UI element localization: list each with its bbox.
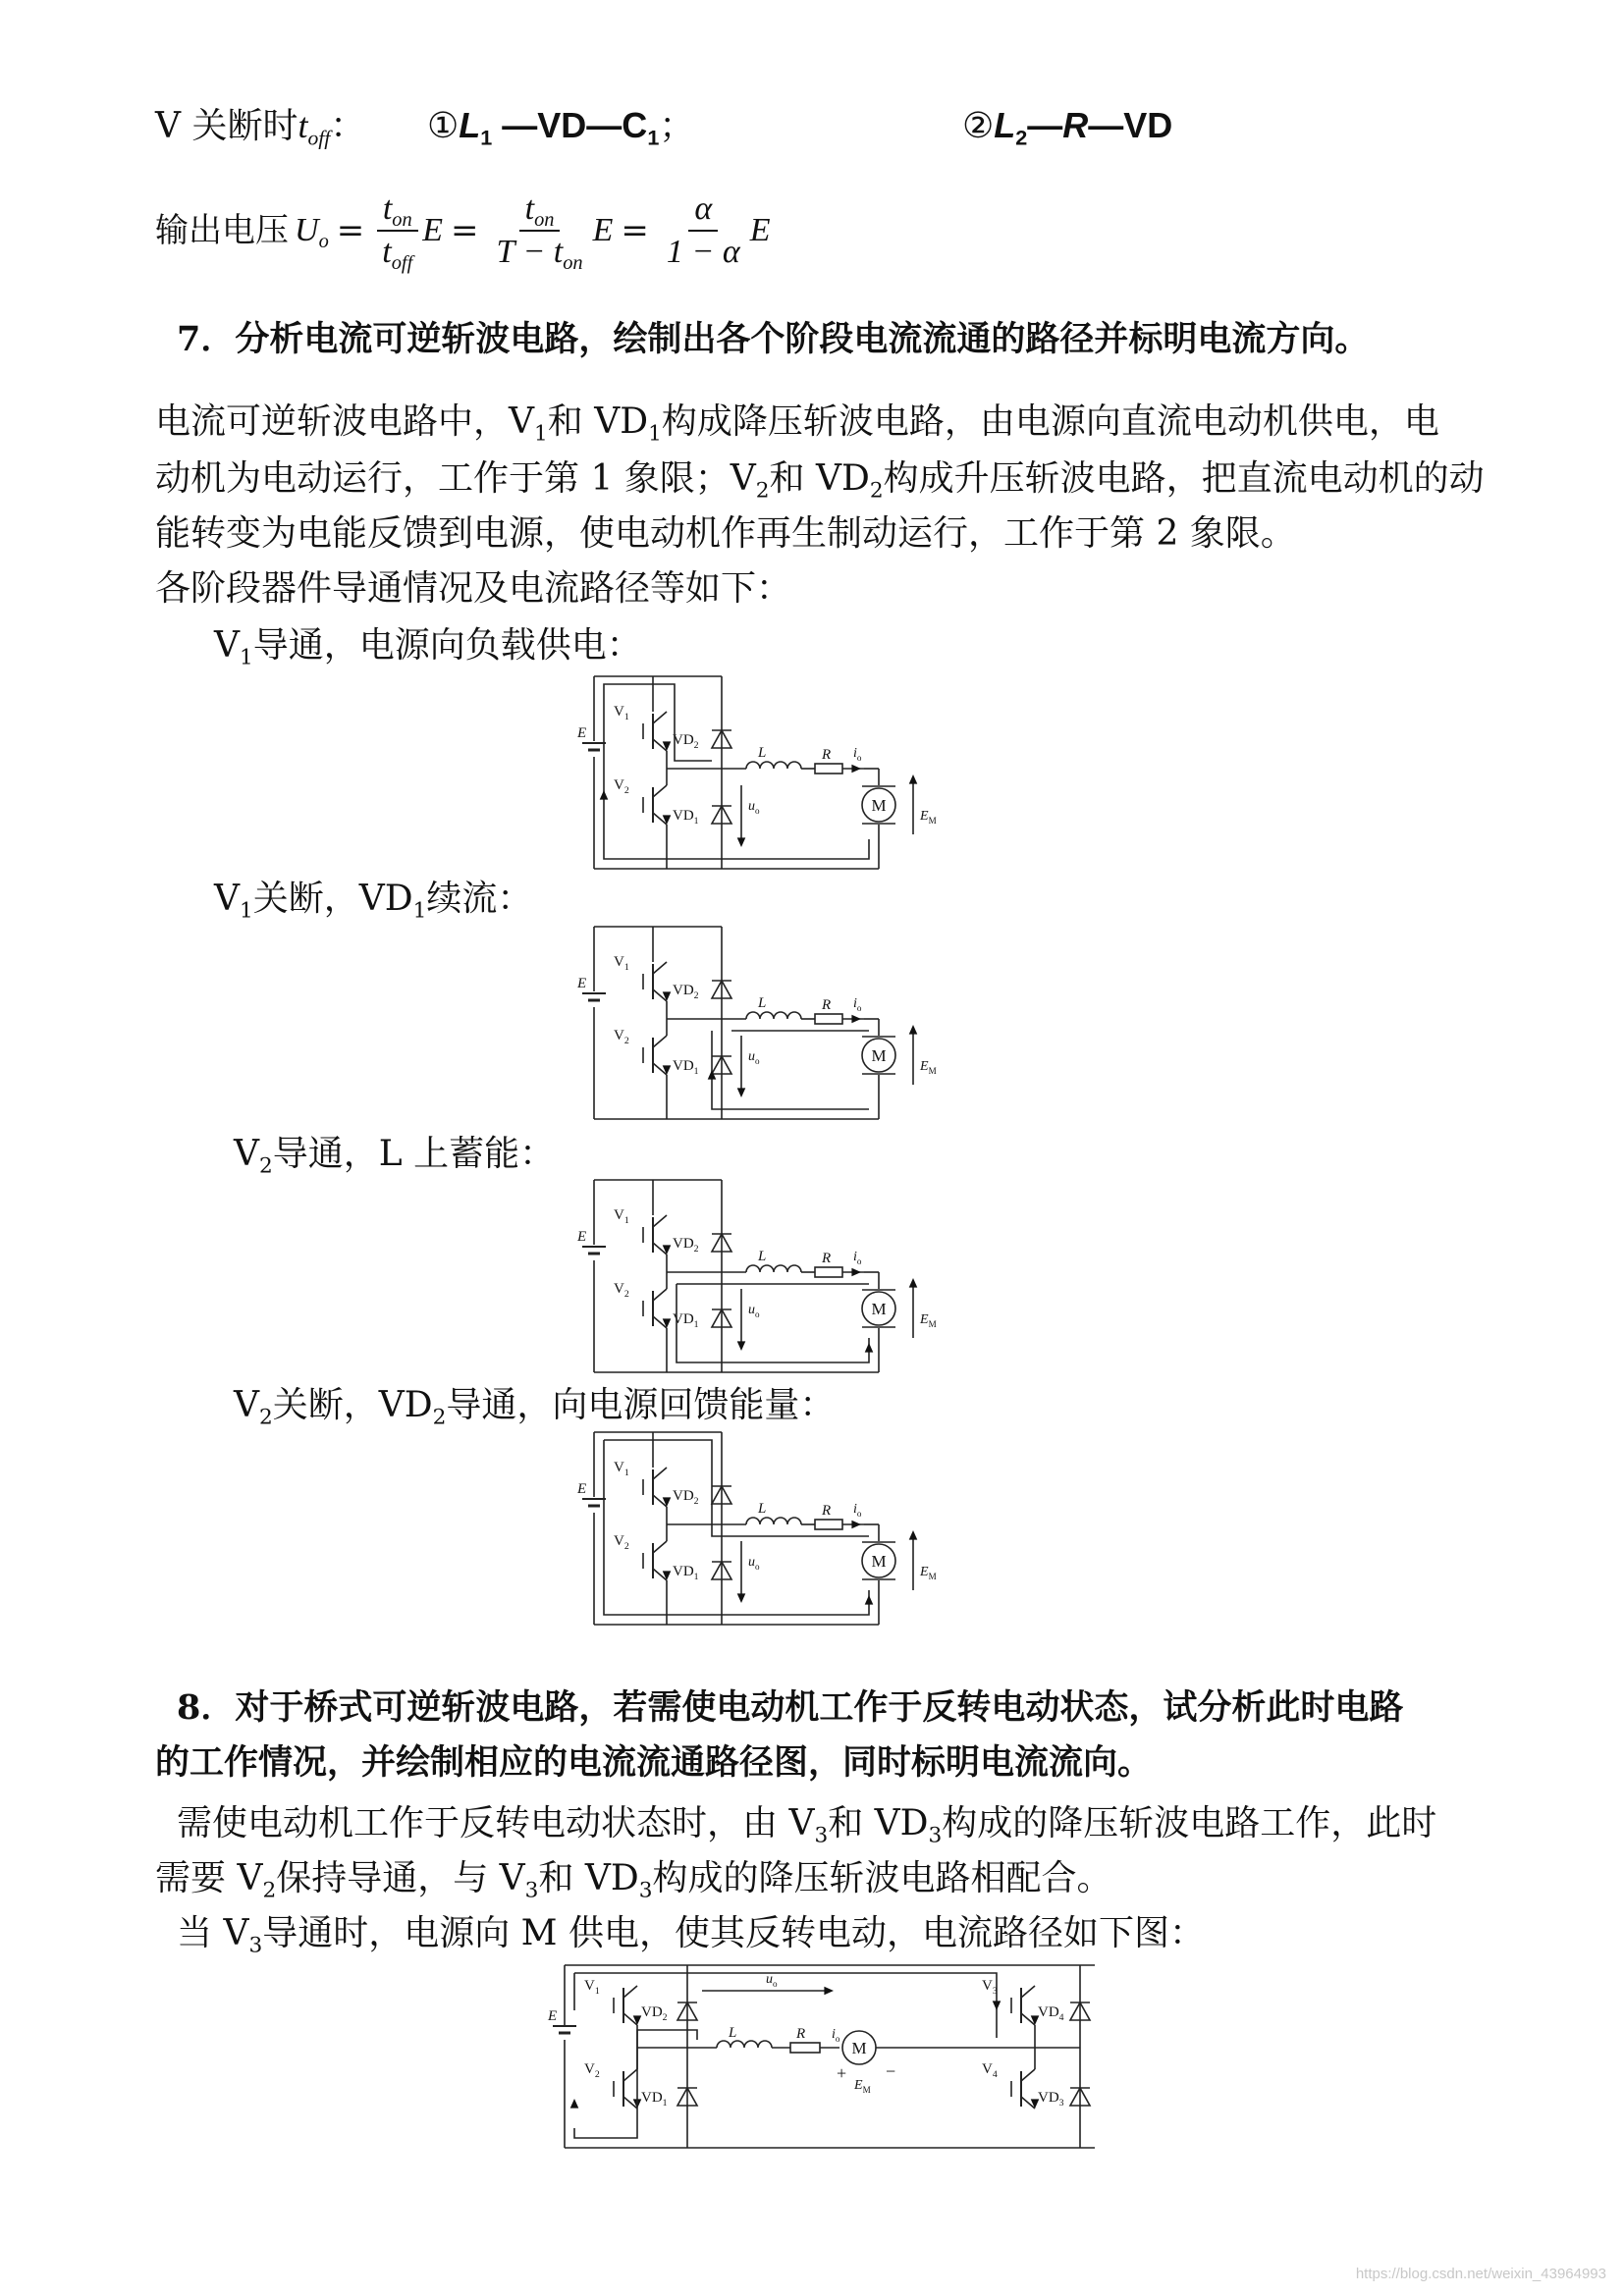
io-arrow [851, 1015, 861, 1024]
em-arrow-head [909, 1278, 918, 1288]
vd1-label: $VD_1$ [641, 2090, 668, 2109]
uo-arrow-head [737, 1593, 746, 1603]
io-label: $i_o$ [853, 1502, 862, 1519]
circuit-diagram-1 [574, 672, 967, 874]
q8-para2: 当 $V_3$导通时，电源向 M 供电，使其反转电动，电流路径如下图： [177, 1913, 1205, 1958]
v2-emitter-arrow [663, 1318, 672, 1328]
io-arrow [851, 1521, 861, 1529]
v2-collector [653, 1541, 667, 1553]
toff-prefix: V 关断时 [155, 106, 298, 146]
inductor-label: L [758, 1501, 767, 1517]
vd2-label: $VD_2$ [673, 983, 699, 1001]
v2-label: $V_2$ [614, 1028, 629, 1046]
path-arrow [865, 1343, 874, 1353]
inductor-label: L [758, 995, 767, 1011]
resistor-r [815, 1014, 842, 1024]
v2-emitter-arrow [663, 1065, 672, 1075]
em-label: $E_M$ [920, 1312, 937, 1329]
q7-para1-line3: 能转变为电能反馈到电源，使电动机作再生制动运行，工作于第 2 象限。 [155, 513, 1296, 554]
q8-para1-line1: 需使电动机工作于反转电动状态时，由 $V_3$和 $VD_3$构成的降压斩波电路工作，此时 [177, 1803, 1437, 1848]
toff-symbol: $t_{off}$ [298, 106, 331, 150]
vd1-label: $VD_1$ [673, 1058, 699, 1077]
resistor-label: R [822, 997, 832, 1013]
case3-caption: $V_2$导通，L 上蓄能： [234, 1134, 556, 1179]
circuit-diagram-4 [574, 1428, 967, 1629]
io-label: $i_o$ [853, 1250, 862, 1266]
uo-label: $u_o$ [748, 799, 760, 816]
v2-emitter-arrow [663, 1571, 672, 1580]
source-label: E [577, 725, 587, 741]
inductor-l [746, 1518, 801, 1524]
v2-label: $V_2$ [614, 1281, 629, 1300]
resistor-r [815, 1267, 842, 1277]
v1-collector [653, 1215, 667, 1227]
v1-label: $V_1$ [584, 1978, 600, 1997]
vd2-label: $VD_2$ [673, 1488, 699, 1507]
path-2: $②L_2—R—VD$ [962, 105, 1173, 150]
source-label: E [577, 1481, 587, 1497]
vd1-label: $VD_1$ [673, 1311, 699, 1330]
q7-para1-line1: 电流可逆斩波电路中，$V_1$和 $VD_1$构成降压斩波电路，由电源向直流电动机供电，电 [155, 401, 1439, 447]
case4-caption: $V_2$关断，$VD_2$导通，向电源回馈能量： [234, 1385, 836, 1430]
plus-sign: + [837, 2063, 847, 2083]
em-label: $E_M$ [920, 1565, 937, 1581]
v1-collector [653, 712, 667, 723]
v1-emitter-arrow [663, 1497, 672, 1507]
vd1-label: $VD_1$ [673, 1564, 699, 1582]
path-arrow [708, 1070, 717, 1080]
inductor-l [746, 1265, 801, 1272]
watermark: https://blog.csdn.net/weixin_43964993 [1355, 2266, 1606, 2282]
v1-collector [653, 1468, 667, 1479]
path-bottom [604, 820, 869, 859]
motor-label: M [871, 1300, 887, 1318]
v2-collector [623, 2069, 637, 2081]
circuit-diagram-2 [574, 923, 967, 1124]
bridge-chopper-diagram [545, 1961, 1105, 2158]
uo-arrow-head [824, 1987, 834, 1996]
resistor-r [790, 2043, 820, 2053]
em-arrow-head [909, 774, 918, 784]
inductor-label: L [758, 745, 767, 761]
path-loop-bottom [712, 1031, 869, 1109]
v1-label: $V_1$ [614, 954, 629, 973]
inductor-l [746, 1012, 801, 1019]
em-label: $E_M$ [920, 1059, 937, 1076]
resistor-label: R [796, 2026, 806, 2042]
path-loop-bottom [677, 1284, 869, 1362]
q7-para2: 各阶段器件导通情况及电流路径等如下： [155, 568, 792, 609]
path-arrow [600, 790, 609, 800]
minus-sign: − [886, 2061, 896, 2081]
em-label: $E_M$ [920, 809, 937, 826]
v1-emitter-arrow [663, 741, 672, 751]
path-bottom [604, 1440, 869, 1615]
io-label: $i_o$ [853, 746, 862, 763]
uo-arrow-head [737, 837, 746, 847]
em-arrow-head [909, 1025, 918, 1035]
io-label: $i_o$ [832, 2027, 840, 2044]
resistor-label: R [822, 747, 832, 763]
vd3-label: $VD_3$ [1038, 2090, 1064, 2109]
io-arrow [851, 1268, 861, 1277]
path-1: $①L_1$ $—VD—C_1$； [427, 105, 695, 150]
v1-label: $V_1$ [614, 1460, 629, 1478]
resistor-label: R [822, 1503, 832, 1519]
uo-label: $u_o$ [766, 1972, 778, 1989]
v1-label: $V_1$ [614, 704, 629, 722]
path-top [643, 1973, 997, 2038]
path-arrow-right [993, 2001, 1001, 2010]
v2-label: $V_2$ [614, 777, 629, 796]
v3-collector [1021, 1986, 1035, 1998]
source-label: E [548, 2008, 558, 2024]
motor-label: M [871, 1046, 887, 1065]
v4-label: $V_4$ [982, 2061, 998, 2080]
v2-collector [653, 785, 667, 797]
path-left [574, 2030, 697, 2138]
output-voltage-formula: 输出电压 $U_o$ = $\frac{t_{on}}{t_{off}}$ E = $\frac{t_{on}}{T - t_{on}}$ E = $\frac{\alpha}{1 - \alpha}$ E [155, 190, 771, 275]
resistor-label: R [822, 1251, 832, 1266]
toff-line: V 关断时$t_{off}$： [155, 106, 366, 150]
vd1-label: $VD_1$ [673, 808, 699, 827]
q8-title-line2: 的工作情况，并绘制相应的电流流通路径图，同时标明电流流向。 [155, 1742, 1153, 1783]
source-label: E [577, 1229, 587, 1245]
em-label: $E_M$ [854, 2078, 871, 2095]
v2-label: $V_2$ [614, 1533, 629, 1552]
uo-label: $u_o$ [748, 1303, 760, 1319]
uo-arrow-head [737, 1341, 746, 1351]
v1-emitter-arrow [663, 1245, 672, 1255]
q8-title-line1: 8．对于桥式可逆斩波电路，若需使电动机工作于反转电动状态，试分析此时电路 [177, 1687, 1404, 1728]
vd2-label: $VD_2$ [673, 1236, 699, 1255]
v1-emitter-arrow [663, 991, 672, 1001]
resistor-r [815, 764, 842, 774]
path-arrow-left [570, 2099, 579, 2109]
uo-label: $u_o$ [748, 1555, 760, 1572]
io-arrow [851, 765, 861, 774]
v1-collector [623, 1986, 637, 1998]
v2-emitter-arrow [663, 815, 672, 825]
inductor-label: L [758, 1249, 767, 1264]
v1-label: $V_1$ [614, 1207, 629, 1226]
inductor-label: L [729, 2025, 737, 2041]
v1-collector [653, 962, 667, 974]
v1-emitter-arrow [633, 2015, 642, 2025]
motor-label: M [851, 2039, 867, 2057]
source-label: E [577, 976, 587, 991]
circuit-diagram-3 [574, 1176, 967, 1377]
path-arrow [865, 1595, 874, 1605]
uo-label: $u_o$ [748, 1049, 760, 1066]
vd2-label: $VD_2$ [641, 2004, 668, 2023]
v4-collector [1021, 2069, 1035, 2081]
uo-arrow-head [737, 1088, 746, 1097]
io-label: $i_o$ [853, 996, 862, 1013]
inductor-l [746, 762, 801, 769]
q7-para1-line2: 动机为电动运行，工作于第 1 象限；$V_2$和 $VD_2$构成升压斩波电路，把直流电动机的动 [155, 458, 1485, 504]
motor-label: M [871, 796, 887, 815]
v2-collector [653, 1289, 667, 1301]
case2-caption: $V_1$关断，$VD_1$续流： [214, 879, 533, 924]
q8-para1-line2: 需要 $V_2$保持导通，与 $V_3$和 $VD_3$构成的降压斩波电路相配合。 [155, 1858, 1112, 1903]
motor-label: M [871, 1552, 887, 1571]
vd4-label: $VD_4$ [1038, 2004, 1064, 2023]
v3-label: $V_3$ [982, 1978, 998, 1997]
v2-collector [653, 1036, 667, 1047]
em-arrow-head [909, 1530, 918, 1540]
v2-label: $V_2$ [584, 2061, 600, 2080]
inductor-l [717, 2041, 772, 2048]
resistor-r [815, 1520, 842, 1529]
vd2-label: $VD_2$ [673, 732, 699, 751]
q7-title: 7．分析电流可逆斩波电路，绘制出各个阶段电流流通的路径并标明电流方向。 [177, 319, 1370, 359]
case1-caption: $V_1$导通，电源向负载供电： [214, 625, 642, 670]
